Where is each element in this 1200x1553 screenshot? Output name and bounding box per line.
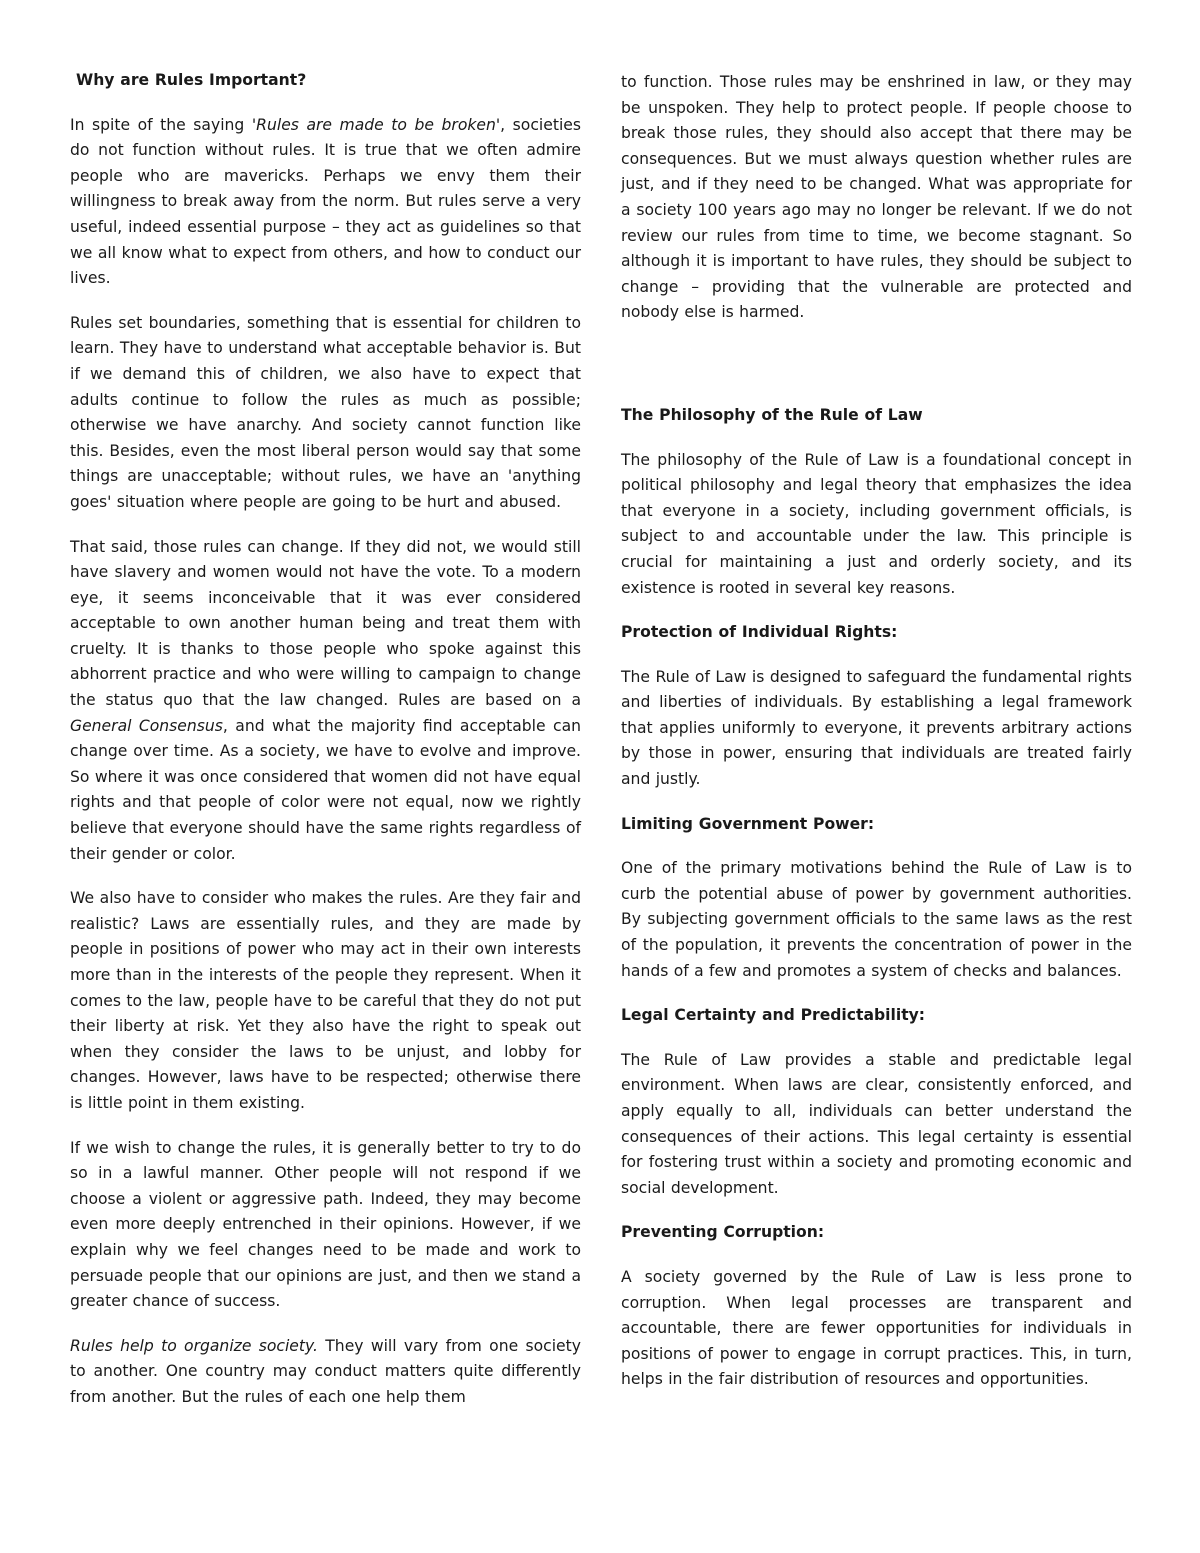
subheading-limiting-power: Limiting Government Power: — [621, 814, 875, 833]
section-spacer — [621, 345, 1132, 403]
section-title: The Philosophy of the Rule of Law — [621, 405, 923, 424]
paragraph-continuation: to function. Those rules may be enshrined in law, or they may be unspoken. They help to protect people. If people choose to break those rules, they should also accept that there may be consequences. But we must always question whether rules are just, and if they need to be changed. What was appropriate for a society 100 years ago may no longer be relevant. If we do not review our rules from time to time, we become stagnant. So although it is important to have rules, they should be subject to change – providing that the vulnerable are protected and nobody else is harmed. — [621, 73, 1132, 322]
right-column — [621, 70, 1132, 1412]
paragraph-legal-certainty: The Rule of Law provides a stable and predictable legal environment. When laws are clear, consistently enforced, and apply equally to all, individuals can better understand the consequences of their actions. This legal certainty is essential for fostering trust within a society and promoting economic and social development. — [621, 1050, 1132, 1197]
subheading-preventing-corruption: Preventing Corruption: — [621, 1223, 825, 1242]
paragraph-individual-rights: The Rule of Law is designed to safeguard the fundamental rights and liberties of individuals. By establishing a legal framework that applies uniformly to everyone, it prevents arbitrary actions by those in power, ensuring that individuals are treated fairly and justly. — [621, 667, 1132, 789]
paragraph-organize-society: Rules help to organize society. They will vary from one society to another. One country may conduct matters quite differently from another. But the rules of each one help them — [70, 1336, 581, 1406]
paragraph-limiting-power: One of the primary motivations behind the Rule of Law is to curb the potential abuse of power by government authorities. By subjecting government officials to the same laws as the rest of the population, it prevents the concentration of power in the hands of a few and promotes a system of checks and balances. — [621, 859, 1132, 980]
paragraph-preventing-corruption: A society governed by the Rule of Law is less prone to corruption. When legal processes are transparent and accountable, there are fewer opportunities for individuals in positions of power to engage in corrupt practices. This, in turn, helps in the fair distribution of resources and opportunities. — [621, 1267, 1132, 1389]
paragraph-rule-of-law-intro: The philosophy of the Rule of Law is a foundational concept in political philosophy and legal theory that emphasizes the idea that everyone in a society, including government officials, is subject to and accountable under the law. This principle is crucial for maintaining a just and orderly society, and its existence is rooted in several key reasons. — [621, 450, 1132, 597]
paragraph-intro: In spite of the saying 'Rules are made to be broken', societies do not function without rules. It is true that we often admire people who are mavericks. Perhaps we envy them their willingness to break away from the norm. But rules serve a very useful, indeed essential purpose – they act as guidelines so that we all know what to expect from others, and how to conduct our lives. — [70, 115, 581, 288]
subheading-individual-rights: Protection of Individual Rights: — [621, 623, 898, 642]
left-column — [70, 68, 581, 1430]
paragraph-lawful-change: If we wish to change the rules, it is generally better to try to do so in a lawful manner. Other people will not respond if we choose a violent or aggressive path. Indeed, they may become even more deeply entrenched in their opinions. However, if we explain why we feel changes need to be made and work to persuade people that our opinions are just, and then we stand a greater chance of success. — [70, 1138, 581, 1311]
general-consensus-term: General Consensus — [70, 716, 223, 735]
subheading-legal-certainty: Legal Certainty and Predictability: — [621, 1006, 926, 1025]
paragraph-change: That said, those rules can change. If they did not, we would still have slavery and women would not have the vote. To a modern eye, it seems inconceivable that it was ever considered acceptable to own another human being and treat them with cruelty. It is thanks to those people who spoke against this abhorrent practice and who were willing to campaign to change the status quo that the law changed. Rules are based on a General Consensus, and what the majority find acceptable can change over time. As a society, we have to evolve and improve. So where it was once considered that women did not have equal rights and that people of color were not equal, now we rightly believe that everyone should have the same rights regardless of their gender or color. — [70, 537, 582, 863]
paragraph-who-makes-rules: We also have to consider who makes the rules. Are they fair and realistic? Laws are essentially rules, and they are made by people in positions of power who may act in their own interests more than in the interests of the people they represent. When it comes to the law, people have to be careful that they do not put their liberty at risk. Yet they also have the right to speak out when they consider the laws to be unjust, and lobby for changes. However, laws have to be respected; otherwise there is little point in them existing. — [70, 889, 581, 1112]
paragraph-boundaries: Rules set boundaries, something that is essential for children to learn. They have to understand what acceptable behavior is. But if we demand this of children, we also have to expect that adults continue to follow the rules as much as possible; otherwise we have anarchy. And society cannot function like this. Besides, even the most liberal person would say that some things are unacceptable; without rules, we have an 'anything goes' situation where people are going to be hurt and abused. — [70, 313, 581, 511]
quoted-saying: 'Rules are made to be broken' — [251, 115, 501, 134]
page-title: Why are Rules Important? — [76, 71, 307, 89]
organize-society-phrase: Rules help to organize society. — [70, 1336, 318, 1355]
